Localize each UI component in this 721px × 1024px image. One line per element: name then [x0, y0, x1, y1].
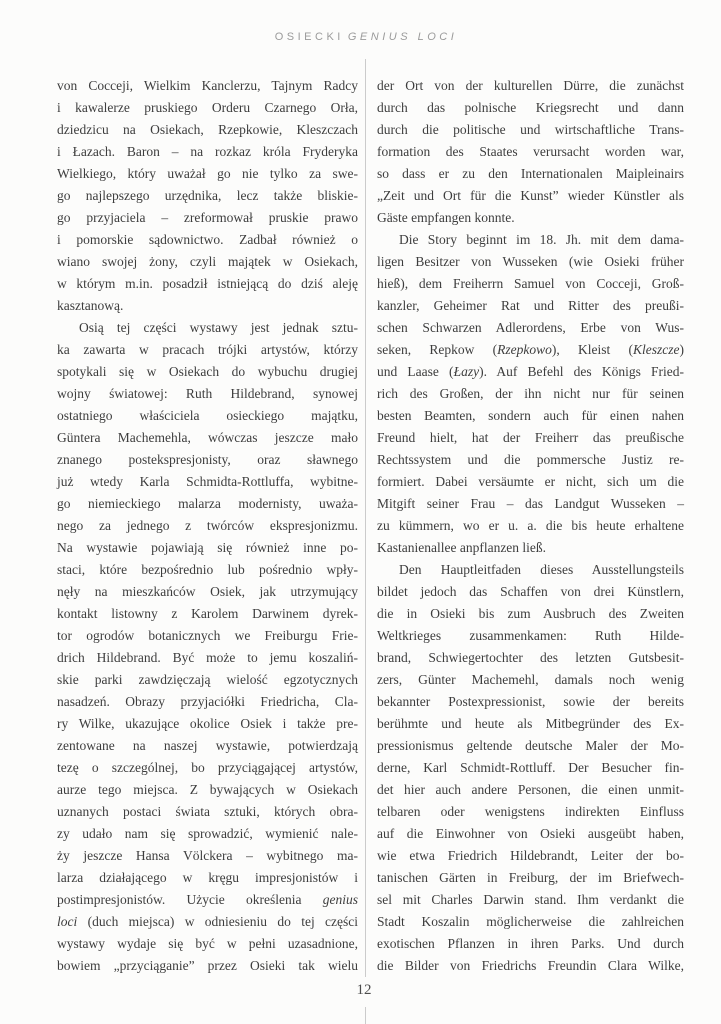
- text-line: nęły na mieszkańców Osiek, jak utrzymujący: [57, 584, 358, 599]
- text-line: i pomorskie sądownictwo. Zadbał również o: [57, 232, 358, 247]
- text-line: drich Hildebrand. Być może to jemu koszaliń-: [57, 650, 358, 665]
- text-line: postimpresjonistów. Użycie określenia genius: [57, 892, 358, 907]
- text-line: wiano swojej żony, czyli majątek w Osiekach,: [57, 254, 358, 269]
- column-divider: [365, 59, 366, 977]
- text-line: nasadzeń. Obrazy przyjaciółki Friedricha, Cla-: [57, 694, 358, 709]
- text-line: brand, Schwiegertochter des letzten Gutsbesit-: [377, 650, 684, 665]
- running-header: [275, 31, 458, 43]
- text-line: Kastanienallee anpflanzen ließ.: [377, 540, 547, 555]
- text-line: loci (duch miejsca) w odniesieniu do tej części: [57, 914, 358, 929]
- text-line: Gäste empfangen konnte.: [377, 210, 515, 225]
- text-line: spotykali się w Osiekach do wybuchu drugiej: [57, 364, 358, 379]
- text-line: die Bilder von Friedrichs Freundin Clara Wilke,: [377, 958, 684, 973]
- text-line: bekannter Postexpressionist, sowie der bereits: [377, 694, 684, 709]
- text-line: aurze tego miejsca. Z bywających w Osiekach: [57, 782, 358, 797]
- text-line: go niemieckiego malarza modernisty, uważa-: [57, 496, 358, 511]
- text-line: larza działającego w kręgu impresjonistów i: [57, 870, 358, 885]
- text-line: Rechtssystem und die pommersche Justiz re-: [377, 452, 684, 467]
- text-line: nego za jednego z twórców ekspresjonizmu.: [57, 518, 358, 533]
- text-line: zu kümmern, wo er u. a. die bis heute erhaltene: [377, 518, 684, 533]
- text-line: schen Schwarzen Adlerordens, Erbe von Wus-: [377, 320, 684, 335]
- text-line: formiert. Dabei versäumte er nicht, sich um die: [377, 474, 684, 489]
- text-line: hieß), dem Freiherrn Samuel von Cocceji, Groß-: [377, 276, 684, 291]
- text-line: wie etwa Friedrich Hildebrandt, Leiter der bo-: [377, 848, 684, 863]
- text-line: der Ort von der kulturellen Dürre, die zunächst: [377, 78, 684, 93]
- text-line: zentowane na naszej wystawie, potwierdzają: [57, 738, 358, 753]
- text-line: kanzler, Geheimer Rat und Ritter des preußi-: [377, 298, 684, 313]
- text-line: Na wystawie pojawiają się również inne po-: [57, 540, 358, 555]
- text-line: zy udało nam się sprowadzić, wymienić nale-: [57, 826, 358, 841]
- text-line: uznanych postaci świata sztuki, których obra-: [57, 804, 358, 819]
- text-line: auf die Einwohner von Osieki ausgeübt haben,: [377, 826, 684, 841]
- text-line: ligen Besitzer von Wusseken (wie Osieki früher: [377, 254, 684, 269]
- text-line: już wtedy Karla Schmidta-Rottluffa, wybitne-: [57, 474, 358, 489]
- text-line: zers, Günter Machemehl, damals noch wenig: [377, 672, 684, 687]
- text-line: bildet jedoch das Schaffen von drei Künstlern,: [377, 584, 684, 599]
- text-line: Stadt Koszalin möglicherweise die zahlreichen: [377, 914, 684, 929]
- header-title-regular: OSIECKI: [274, 31, 344, 43]
- text-line: Weltkrieges zusammenkamen: Ruth Hilde-: [377, 628, 684, 643]
- page-number: 12: [351, 982, 378, 999]
- text-line: dziedzicu na Osiekach, Rzepkowie, Kleszczach: [57, 122, 358, 137]
- text-line: Osią tej części wystawy jest jednak sztu-: [79, 320, 358, 335]
- header-title-italic: GENIUS LOCI: [347, 31, 458, 43]
- text-line: Wielkiego, który uważał go nie tylko za swe-: [57, 166, 358, 181]
- text-line: i kawalerze pruskiego Orderu Czarnego Orła,: [57, 100, 358, 115]
- text-line: und Laase (Łazy). Auf Befehl des Königs Fried-: [377, 364, 684, 379]
- text-line: telbaren oder wenigstens indirekten Einfluss: [377, 804, 684, 819]
- text-line: wojny światowej: Ruth Hildebrand, synowej: [57, 386, 358, 401]
- text-line: det hier auch andere Personen, die einen unmit-: [377, 782, 684, 797]
- text-line: znanego postekspresjonisty, oraz sławnego: [57, 452, 358, 467]
- text-line: Güntera Machemehla, wówczas jeszcze mało: [57, 430, 358, 445]
- text-line: sel mit Charles Darwin stand. Ihm verdankt die: [377, 892, 684, 907]
- text-line: kontakt listowny z Karolem Darwinem dyrek-: [57, 606, 358, 621]
- column-divider-bottom-segment: [365, 1007, 366, 1024]
- text-line: berühmte und heute als Mitbegründer des Ex-: [377, 716, 684, 731]
- text-line: wystawy wydaje się być w pełni uzasadnione,: [57, 936, 358, 951]
- text-line: bowiem „przyciąganie” przez Osieki tak wielu: [57, 958, 358, 973]
- text-line: besten Beamten, sondern auch für einen nahen: [377, 408, 684, 423]
- text-line: pressionismus geltende deutsche Maler der Mo-: [377, 738, 684, 753]
- text-line: Die Story beginnt im 18. Jh. mit dem dama-: [399, 232, 684, 247]
- text-line: Mitgift seiner Frau – das Landgut Wusseken –: [377, 496, 684, 511]
- text-line: so dass er zu den Internationalen Maipleinairs: [377, 166, 684, 181]
- text-line: Freund hielt, hat der Freiherr das preußische: [377, 430, 684, 445]
- text-line: durch das polnische Kriegsrecht und dann: [377, 100, 684, 115]
- text-line: „Zeit und Ort für die Kunst” wieder Künstler als: [377, 188, 684, 203]
- text-line: exotischen Pflanzen in ihren Parks. Und durch: [377, 936, 684, 951]
- text-line: i Łazach. Baron – na rozkaz króla Fryderyka: [57, 144, 358, 159]
- text-line: formation des Staates verursacht worden war,: [377, 144, 684, 159]
- text-line: tor ogrodów botanicznych we Freiburgu Frie-: [57, 628, 358, 643]
- text-line: tanischen Gärten in Freiburg, der im Briefwech-: [377, 870, 684, 885]
- text-line: w którym m.in. posadził istniejącą do dziś aleję: [57, 276, 358, 291]
- text-line: staci, które bezpośrednio lub pośrednio wpły-: [57, 562, 358, 577]
- text-line: durch die politische und wirtschaftliche Trans-: [377, 122, 684, 137]
- text-line: go najlepszego urzędnika, lecz także bliskie-: [57, 188, 358, 203]
- text-line: go przyjaciela – zreformował pruskie prawo: [57, 210, 358, 225]
- text-line: kasztanową.: [57, 298, 124, 313]
- text-line: tezę o szczególnej, bo przyciągającej artystów,: [57, 760, 358, 775]
- text-line: ży jeszcze Hansa Völckera – wybitnego ma-: [57, 848, 358, 863]
- text-line: rich des Großen, der ihn nicht nur für seinen: [377, 386, 684, 401]
- text-line: derne, Karl Schmidt-Rottluff. Der Besucher fin-: [377, 760, 684, 775]
- text-line: ry Wilke, ukazujące okolice Osiek i także pre-: [57, 716, 358, 731]
- text-line: ostatniego właściciela osieckiego majątku,: [57, 408, 358, 423]
- text-line: ka zawarta w pracach trójki artystów, którzy: [57, 342, 358, 357]
- text-line: Den Hauptleitfaden dieses Ausstellungsteils: [399, 562, 684, 577]
- right-column-text: [377, 75, 684, 977]
- text-line: von Cocceji, Wielkim Kanclerzu, Tajnym Radcy: [57, 78, 358, 93]
- text-line: skie parki zawdzięczają wielość egzotycznych: [57, 672, 358, 687]
- text-line: seken, Repkow (Rzepkowo), Kleist (Kleszcze): [377, 342, 684, 357]
- text-line: die in Osieki bis zum Ausbruch des Zweiten: [377, 606, 684, 621]
- left-column-text: [57, 75, 358, 977]
